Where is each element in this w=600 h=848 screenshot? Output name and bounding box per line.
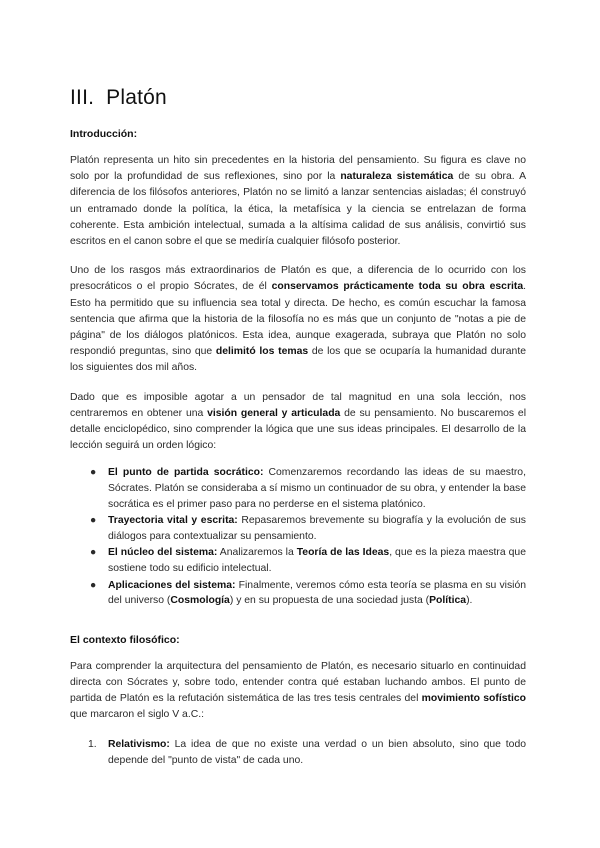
lesson-outline-list <box>70 465 526 608</box>
context-label: El contexto filosófico: <box>70 633 180 646</box>
intro-paragraph-2: Uno de los rasgos más extraordinarios de Platón es que, a diferencia de lo ocurrido con los presocráticos o el propio Sócrates, de él conservamos prácticamente toda su obra escrita. Esto ha permitido que su influencia sea total y directa. De hecho, es común escuchar la famosa sentencia que afirma que la historia de la filosofía no es más que un conjunto de "notas a pie de página" de los diálogos platónicos. Esta idea, aunque exagerada, subraya que Platón no solo respondió preguntas, sino que delimitó los temas de los que se ocuparía la humanidad durante los siguientes dos mil años. <box>70 265 527 374</box>
document-page <box>70 86 526 769</box>
section-title: Platón <box>106 86 167 109</box>
bullet-icon: ● <box>90 515 97 527</box>
intro-label: Introducción: <box>70 128 138 140</box>
section-heading <box>70 86 526 110</box>
list-item: ● Aplicaciones del sistema: Finalmente, veremos cómo esta teoría se plasma en su visión del universo (Cosmología) y en su propuesta de una sociedad justa (Política). <box>90 579 527 607</box>
list-item: 1. Relativismo: La idea de que no existe una verdad o un bien absoluto, sino que todo depende del "punto de vista" de cada uno. <box>88 738 526 766</box>
bullet-icon: ● <box>90 467 97 479</box>
bullet-icon: ● <box>90 579 97 591</box>
bullet-icon: ● <box>90 547 97 559</box>
list-item: ● El núcleo del sistema: Analizaremos la Teoría de las Ideas, que es la pieza maestra que sostiene todo su edificio intelectual. <box>90 547 526 575</box>
intro-paragraph-1: Platón representa un hito sin precedentes en la historia del pensamiento. Su figura es clave no solo por la profundidad de sus reflexiones, sino por la naturaleza sistemática de su obra. A diferencia de los filósofos anteriores, Platón no se limitó a lanzar sentencias aisladas; él construyó un entramado donde la política, la ética, la metafísica y la ciencia se entrelazan de forma coherente. Esta ambición intelectual, sumada a la altísima calidad de sus análisis, convirtió sus escritos en el canon sobre el que se mediría cualquier filósofo posterior. <box>70 155 527 248</box>
section-number: III. <box>70 86 95 109</box>
list-item: ● El punto de partida socrático: Comenzaremos recordando las ideas de su maestro, Sócrates. Platón se consideraba a sí mismo un continuador de su obra, y entender la base socrática es el primer paso para no perderse en el sistema platónico. <box>90 467 526 510</box>
context-paragraph-1: Para comprender la arquitectura del pensamiento de Platón, es necesario situarlo en continuidad directa con Sócrates y, sobre todo, entender contra qué estaban luchando ambos. El punto de partida de Platón es la refutación sistemática de las tres tesis centrales del movimiento sofístico que marcaron el siglo V a.C.: <box>70 660 526 721</box>
list-number: 1. <box>88 738 97 750</box>
intro-paragraph-3: Dado que es imposible agotar a un pensador de tal magnitud en una sola lección, nos centraremos en obtener una visión general y articulada de su pensamiento. No buscaremos el detalle enciclopédico, sino comprender la lógica que une sus ideas principales. El desarrollo de la lección seguirá un orden lógico: <box>70 391 526 452</box>
sophist-theses-list <box>70 737 526 769</box>
list-item: ● Trayectoria vital y escrita: Repasaremos brevemente su biografía y la evolución de sus diálogos para contextualizar su pensamiento. <box>90 515 527 542</box>
